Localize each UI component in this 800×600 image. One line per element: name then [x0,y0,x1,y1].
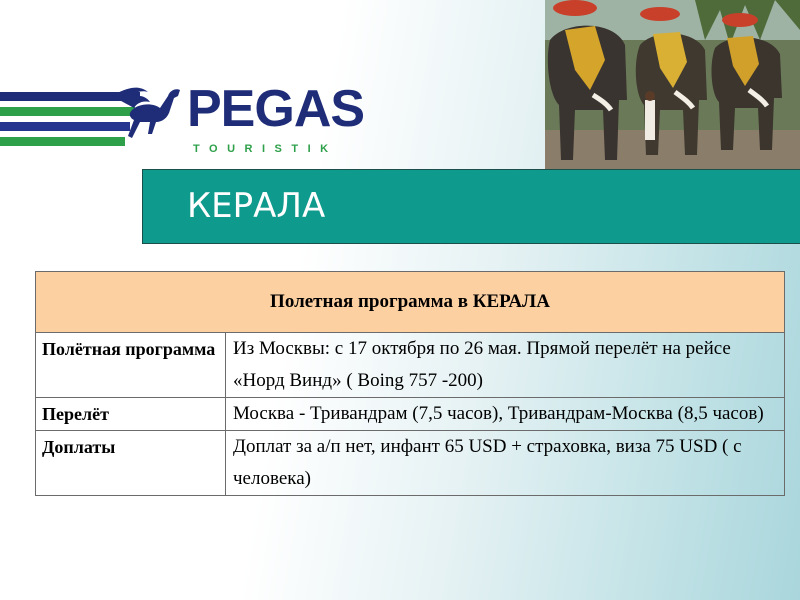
page-title: КЕРАЛА [187,186,326,226]
row-label: Доплаты [36,431,226,496]
table-header: Полетная программа в КЕРАЛА [36,272,785,333]
title-banner [142,169,800,244]
flight-program-table [35,271,785,496]
pegas-logo [0,78,365,158]
elephants-illustration [545,0,800,169]
person [645,100,655,140]
elephants-photo [545,0,800,169]
table-row [36,431,785,496]
logo-subtitle: TOURISTIK [193,143,338,155]
pegasus-icon [108,78,186,152]
row-value: Из Москвы: с 17 октября по 26 мая. Прямой перелёт на рейсе «Норд Винд» ( Boing 757 -200) [226,333,785,398]
table-row [36,398,785,431]
row-value: Доплат за а/п нет, инфант 65 USD + страховка, виза 75 USD ( с человека) [226,431,785,496]
table-row [36,333,785,398]
logo-stripe [0,137,125,146]
person-head [645,91,655,101]
logo-name: PEGAS [187,80,365,138]
table-header-row [36,272,785,333]
row-value: Москва - Тривандрам (7,5 часов), Тривандрам-Москва (8,5 часов) [226,398,785,431]
row-label: Полётная программа [36,333,226,398]
row-label: Перелёт [36,398,226,431]
